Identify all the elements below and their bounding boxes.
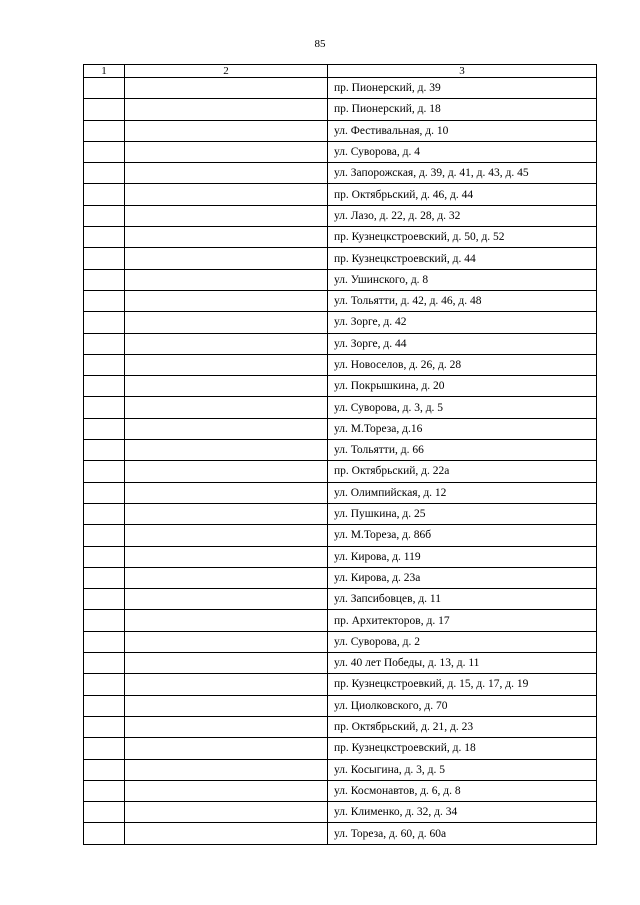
table-row: [84, 248, 597, 269]
table-cell-col2: [125, 525, 328, 546]
table-cell-col1: [84, 525, 125, 546]
table-cell-col2: [125, 333, 328, 354]
table-row: [84, 716, 597, 737]
table-cell-col3: ул. Суворова, д. 2: [328, 631, 597, 652]
table-cell-col3: пр. Октябрьский, д. 22а: [328, 461, 597, 482]
table-cell-col3: пр. Октябрьский, д. 46, д. 44: [328, 184, 597, 205]
table-cell-col3: пр. Пионерский, д. 39: [328, 78, 597, 99]
table-cell-col3: ул. 40 лет Победы, д. 13, д. 11: [328, 653, 597, 674]
table-cell-col2: [125, 184, 328, 205]
table-row: [84, 227, 597, 248]
table-row: [84, 802, 597, 823]
table-cell-col2: [125, 695, 328, 716]
table-cell-col3: ул. Запорожская, д. 39, д. 41, д. 43, д. 45: [328, 163, 597, 184]
table-cell-col3: ул. Суворова, д. 4: [328, 141, 597, 162]
table-cell-col2: [125, 716, 328, 737]
table-row: [84, 354, 597, 375]
table-cell-col2: [125, 780, 328, 801]
table-cell-col1: [84, 567, 125, 588]
table-cell-col2: [125, 312, 328, 333]
table-cell-col2: [125, 141, 328, 162]
table-cell-col1: [84, 461, 125, 482]
table-cell-col2: [125, 567, 328, 588]
table-row: [84, 141, 597, 162]
table-cell-col1: [84, 312, 125, 333]
table-row: [84, 525, 597, 546]
table-row: [84, 589, 597, 610]
table-cell-col2: [125, 269, 328, 290]
table-cell-col2: [125, 759, 328, 780]
table-cell-col3: ул. Зорге, д. 44: [328, 333, 597, 354]
table-cell-col1: [84, 802, 125, 823]
table-row: [84, 440, 597, 461]
column-header-1: 1: [84, 65, 125, 78]
table-cell-col2: [125, 738, 328, 759]
table-cell-col2: [125, 461, 328, 482]
table-cell-col2: [125, 290, 328, 311]
table-cell-col1: [84, 227, 125, 248]
table-cell-col3: пр. Кузнецкстроевский, д. 50, д. 52: [328, 227, 597, 248]
table-cell-col3: ул. Суворова, д. 3, д. 5: [328, 397, 597, 418]
table-cell-col2: [125, 482, 328, 503]
table-cell-col2: [125, 631, 328, 652]
table-cell-col3: пр. Архитекторов, д. 17: [328, 610, 597, 631]
table-cell-col3: ул. Олимпийская, д. 12: [328, 482, 597, 503]
table-row: [84, 738, 597, 759]
table-cell-col3: ул. Тореза, д. 60, д. 60а: [328, 823, 597, 844]
table-cell-col1: [84, 354, 125, 375]
table-cell-col3: ул. Фестивальная, д. 10: [328, 120, 597, 141]
table-row: [84, 376, 597, 397]
table-cell-col2: [125, 205, 328, 226]
table-row: [84, 823, 597, 844]
table-cell-col3: пр. Кузнецкстроевский, д. 18: [328, 738, 597, 759]
table-cell-col1: [84, 759, 125, 780]
table-cell-col2: [125, 120, 328, 141]
table-cell-col2: [125, 546, 328, 567]
table-row: [84, 312, 597, 333]
table-cell-col3: ул. Новоселов, д. 26, д. 28: [328, 354, 597, 375]
table-row: [84, 482, 597, 503]
table-row: [84, 780, 597, 801]
table-cell-col2: [125, 610, 328, 631]
table-cell-col2: [125, 227, 328, 248]
table-cell-col2: [125, 589, 328, 610]
table-cell-col1: [84, 205, 125, 226]
table-cell-col3: ул. Лазо, д. 22, д. 28, д. 32: [328, 205, 597, 226]
column-header-3: 3: [328, 65, 597, 78]
table-cell-col2: [125, 376, 328, 397]
table-cell-col1: [84, 120, 125, 141]
page-number: 85: [314, 38, 326, 50]
table-cell-col3: ул. Покрышкина, д. 20: [328, 376, 597, 397]
table-cell-col2: [125, 354, 328, 375]
table-row: [84, 120, 597, 141]
table-cell-col1: [84, 376, 125, 397]
table-cell-col1: [84, 440, 125, 461]
table-cell-col3: ул. Космонавтов, д. 6, д. 8: [328, 780, 597, 801]
table-cell-col1: [84, 418, 125, 439]
table-header-row: [84, 65, 597, 78]
table-cell-col3: ул. Зорге, д. 42: [328, 312, 597, 333]
table-cell-col2: [125, 674, 328, 695]
table-row: [84, 695, 597, 716]
table-cell-col1: [84, 333, 125, 354]
table-row: [84, 674, 597, 695]
table-cell-col3: ул. Тольятти, д. 42, д. 46, д. 48: [328, 290, 597, 311]
table-cell-col3: ул. Запсибовцев, д. 11: [328, 589, 597, 610]
table-cell-col1: [84, 163, 125, 184]
table-row: [84, 333, 597, 354]
table-cell-col1: [84, 248, 125, 269]
table-cell-col1: [84, 695, 125, 716]
table-row: [84, 610, 597, 631]
table-cell-col1: [84, 653, 125, 674]
table-row: [84, 546, 597, 567]
table-row: [84, 163, 597, 184]
table-cell-col2: [125, 397, 328, 418]
table-cell-col3: пр. Октябрьский, д. 21, д. 23: [328, 716, 597, 737]
table-cell-col2: [125, 418, 328, 439]
table-cell-col2: [125, 248, 328, 269]
table-row: [84, 269, 597, 290]
table-cell-col2: [125, 802, 328, 823]
table-cell-col2: [125, 99, 328, 120]
address-table: [83, 64, 597, 845]
table-cell-col3: ул. Кирова, д. 23а: [328, 567, 597, 588]
table-row: [84, 184, 597, 205]
table-cell-col3: пр. Кузнецкстроевкий, д. 15, д. 17, д. 19: [328, 674, 597, 695]
table-cell-col1: [84, 589, 125, 610]
table-cell-col3: ул. Ушинского, д. 8: [328, 269, 597, 290]
table-cell-col1: [84, 674, 125, 695]
column-header-2: 2: [125, 65, 328, 78]
table-row: [84, 99, 597, 120]
table-cell-col1: [84, 397, 125, 418]
table-row: [84, 631, 597, 652]
table-cell-col2: [125, 823, 328, 844]
table-row: [84, 205, 597, 226]
table-cell-col1: [84, 631, 125, 652]
table-cell-col3: пр. Пионерский, д. 18: [328, 99, 597, 120]
table-row: [84, 290, 597, 311]
table-cell-col3: ул. Косыгина, д. 3, д. 5: [328, 759, 597, 780]
table-cell-col2: [125, 78, 328, 99]
table-cell-col1: [84, 78, 125, 99]
table-cell-col1: [84, 290, 125, 311]
table-cell-col1: [84, 184, 125, 205]
table-cell-col3: ул. Кирова, д. 119: [328, 546, 597, 567]
table-cell-col1: [84, 269, 125, 290]
table-cell-col1: [84, 141, 125, 162]
table-cell-col1: [84, 482, 125, 503]
table-cell-col2: [125, 653, 328, 674]
table-row: [84, 503, 597, 524]
table-cell-col1: [84, 823, 125, 844]
table-cell-col3: ул. М.Тореза, д. 86б: [328, 525, 597, 546]
table-cell-col1: [84, 546, 125, 567]
table-cell-col2: [125, 163, 328, 184]
table-row: [84, 461, 597, 482]
table-cell-col1: [84, 716, 125, 737]
table-row: [84, 397, 597, 418]
table-row: [84, 78, 597, 99]
table-cell-col3: ул. Пушкина, д. 25: [328, 503, 597, 524]
table-cell-col3: ул. М.Тореза, д.16: [328, 418, 597, 439]
table-cell-col2: [125, 440, 328, 461]
table-cell-col3: пр. Кузнецкстроевский, д. 44: [328, 248, 597, 269]
table-cell-col1: [84, 610, 125, 631]
table-cell-col1: [84, 99, 125, 120]
table-row: [84, 759, 597, 780]
table-row: [84, 653, 597, 674]
table-cell-col1: [84, 503, 125, 524]
table-body: [84, 78, 597, 845]
table-cell-col2: [125, 503, 328, 524]
table-cell-col3: ул. Тольятти, д. 66: [328, 440, 597, 461]
table-row: [84, 418, 597, 439]
table-row: [84, 567, 597, 588]
table-cell-col1: [84, 780, 125, 801]
table-cell-col3: ул. Циолковского, д. 70: [328, 695, 597, 716]
table-cell-col1: [84, 738, 125, 759]
table-cell-col3: ул. Клименко, д. 32, д. 34: [328, 802, 597, 823]
